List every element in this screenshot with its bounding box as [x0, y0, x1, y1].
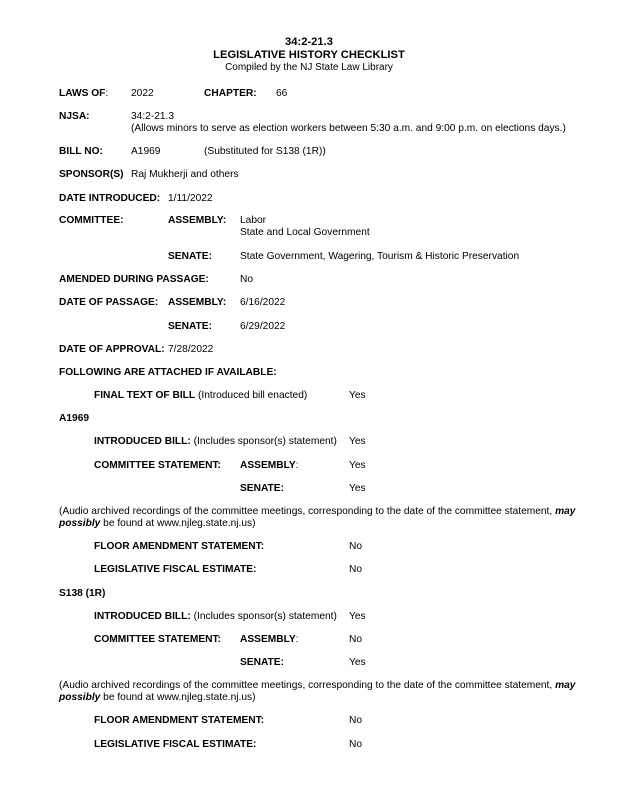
s138-introduced-label: INTRODUCED BILL: (Includes sponsor(s) statement) [94, 611, 337, 622]
passage-label: DATE OF PASSAGE: [59, 297, 159, 308]
a1969-floor-value: No [349, 541, 363, 552]
a1969-introduced-label: INTRODUCED BILL: (Includes sponsor(s) statement) [94, 436, 337, 447]
passage-senate-label: SENATE: [168, 321, 212, 332]
committee-senate-label: SENATE: [168, 251, 212, 262]
s138-senate-value: Yes [349, 657, 366, 668]
a1969-heading: A1969 [59, 413, 90, 424]
a1969-fiscal-value: No [349, 564, 363, 575]
approval-value: 7/28/2022 [168, 344, 214, 355]
s138-floor-value: No [349, 715, 363, 726]
final-text-value: Yes [349, 390, 366, 401]
sponsors-value: Raj Mukherji and others [131, 169, 239, 180]
committee-senate: State Government, Wagering, Tourism & Historic Preservation [240, 251, 520, 262]
bill-no-label: BILL NO: [59, 146, 103, 157]
audio-archive-note: (Audio archived recordings of the committee meetings, corresponding to the date of the committee statement, may possibly be found at www.njleg.state.nj.us) [59, 506, 576, 529]
chapter-value: 66 [276, 88, 288, 99]
s138-fiscal-value: No [349, 739, 363, 750]
laws-of-value: 2022 [131, 88, 154, 99]
bill-no-value: A1969 [131, 146, 161, 157]
njsa-value: 34:2-21.3 [131, 111, 175, 122]
s138-heading: S138 (1R) [59, 588, 106, 599]
date-introduced-value: 1/11/2022 [168, 193, 213, 204]
a1969-committee-label: COMMITTEE STATEMENT: [94, 460, 221, 471]
a1969-senate-value: Yes [349, 483, 366, 494]
njsa-label: NJSA: [59, 111, 90, 122]
a1969-introduced-value: Yes [349, 436, 366, 447]
a1969-floor-label: FLOOR AMENDMENT STATEMENT: [94, 541, 265, 552]
document-subtitle: Compiled by the NJ State Law Library [225, 62, 393, 73]
a1969-fiscal-label: LEGISLATIVE FISCAL ESTIMATE: [94, 564, 257, 575]
a1969-assembly-label: ASSEMBLY: [240, 460, 299, 471]
date-introduced-label: DATE INTRODUCED: [59, 193, 161, 204]
passage-senate-date: 6/29/2022 [240, 321, 286, 332]
amended-value: No [240, 274, 254, 285]
committee-assembly-1: Labor [240, 215, 267, 226]
s138-senate-label: SENATE: [240, 657, 284, 668]
passage-assembly-date: 6/16/2022 [240, 297, 286, 308]
a1969-senate-label: SENATE: [240, 483, 284, 494]
chapter-label: CHAPTER: [204, 88, 257, 99]
s138-assembly-label: ASSEMBLY: [240, 634, 299, 645]
s138-floor-label: FLOOR AMENDMENT STATEMENT: [94, 715, 265, 726]
s138-introduced-value: Yes [349, 611, 366, 622]
committee-label: COMMITTEE: [59, 215, 124, 226]
audio-archive-note: (Audio archived recordings of the committee meetings, corresponding to the date of the committee statement, may possibly be found at www.njleg.state.nj.us) [59, 680, 576, 703]
passage-assembly-label: ASSEMBLY: [168, 297, 227, 308]
approval-label: DATE OF APPROVAL: [59, 344, 165, 355]
document-code: 34:2-21.3 [285, 36, 333, 48]
a1969-assembly-value: Yes [349, 460, 366, 471]
committee-assembly-2: State and Local Government [240, 227, 370, 238]
final-text-label: FINAL TEXT OF BILL (Introduced bill enacted) [94, 390, 308, 401]
s138-assembly-value: No [349, 634, 363, 645]
sponsors-label: SPONSOR(S) [59, 169, 124, 180]
committee-assembly-label: ASSEMBLY: [168, 215, 227, 226]
bill-substitution: (Substituted for S138 (1R)) [204, 146, 326, 157]
attached-heading: FOLLOWING ARE ATTACHED IF AVAILABLE: [59, 367, 277, 378]
document-title: LEGISLATIVE HISTORY CHECKLIST [213, 49, 405, 61]
s138-fiscal-label: LEGISLATIVE FISCAL ESTIMATE: [94, 739, 257, 750]
amended-label: AMENDED DURING PASSAGE: [59, 274, 209, 285]
njsa-description: (Allows minors to serve as election workers between 5:30 a.m. and 9:00 p.m. on elections days.) [131, 123, 566, 134]
s138-committee-label: COMMITTEE STATEMENT: [94, 634, 221, 645]
laws-of-label: LAWS OF: [59, 88, 109, 99]
